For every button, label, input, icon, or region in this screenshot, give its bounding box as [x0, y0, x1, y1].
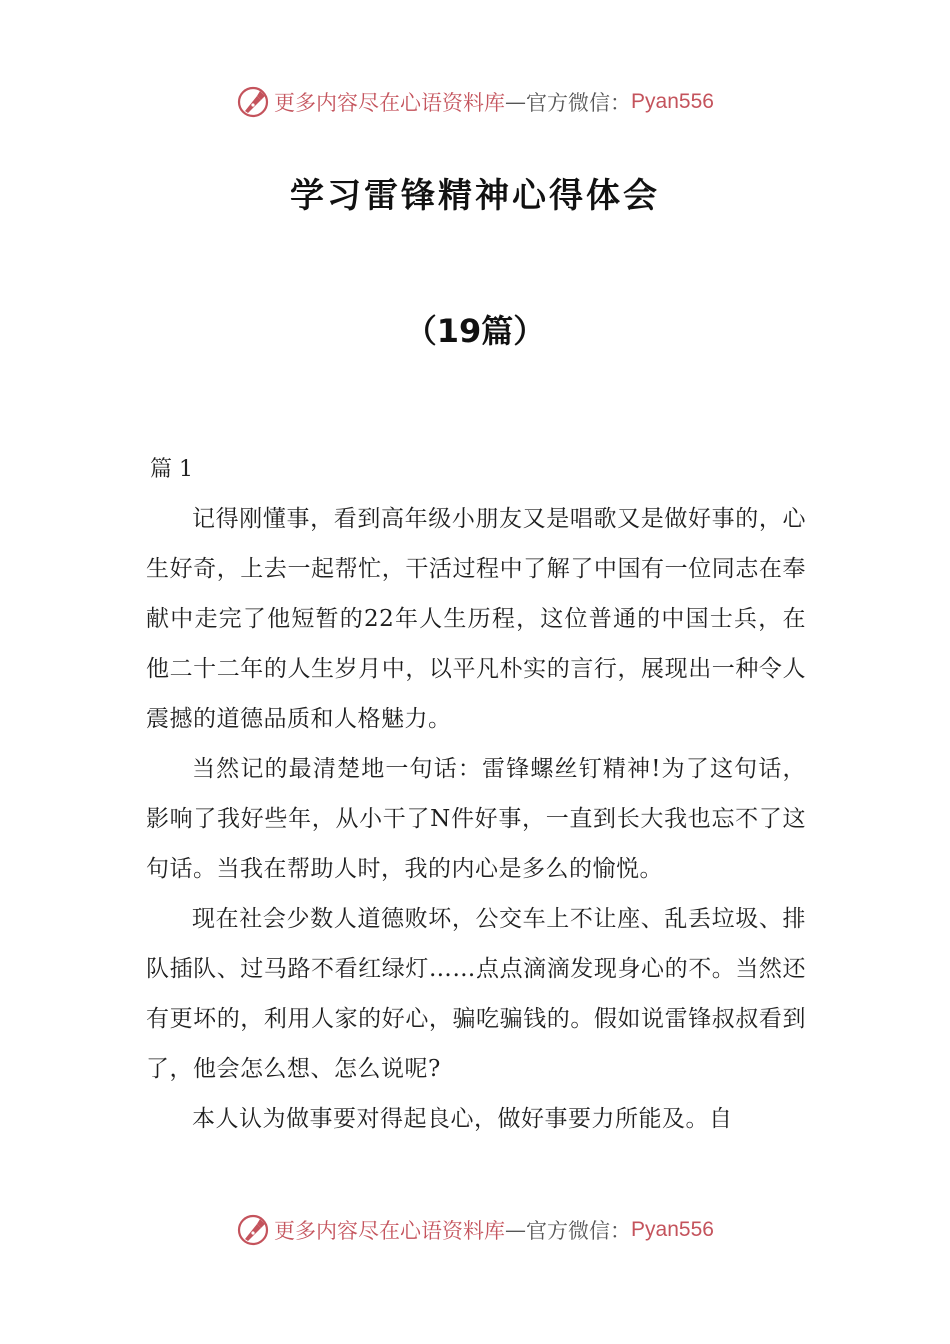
paragraph-1: 记得刚懂事，看到高年级小朋友又是唱歌又是做好事的，心生好奇，上去一起帮忙，干活过程中了解了中国有一位同志在奉献中走完了他短暂的22年人生历程，这位普通的中国士兵，在他二十二年的人生岁月中，以平凡朴实的言行，展现出一种令人震撼的道德品质和人格魅力。	[146, 506, 806, 732]
paragraph-2: 当然记的最清楚地一句话：雷锋螺丝钉精神!为了这句话，影响了我好些年，从小干了N件好事，一直到长大我也忘不了这句话。当我在帮助人时，我的内心是多么的愉悦。	[146, 756, 806, 882]
watermark-brand: 更多内容尽在心语资料库	[274, 1219, 506, 1243]
section-label: 篇 1	[150, 457, 193, 482]
watermark-brand: 更多内容尽在心语资料库	[274, 91, 506, 115]
body-text	[146, 494, 806, 1144]
watermark-dash: —	[505, 90, 527, 114]
document-title: 学习雷锋精神心得体会	[290, 176, 660, 216]
header-watermark	[0, 82, 950, 122]
watermark-official-label: 官方微信：	[526, 1219, 632, 1243]
pen-nib-logo-icon	[236, 1213, 270, 1247]
paragraph-4: 本人认为做事要对得起良心，做好事要力所能及。自	[192, 1106, 733, 1132]
footer-watermark	[0, 1210, 950, 1250]
pen-nib-logo-icon	[236, 85, 270, 119]
watermark-dash: —	[505, 1218, 527, 1242]
document-subtitle: （19篇）	[404, 312, 546, 350]
watermark-wechat-id: Pyan556	[631, 90, 714, 113]
watermark-wechat-id: Pyan556	[631, 1218, 714, 1241]
watermark-official-label: 官方微信：	[526, 91, 632, 115]
paragraph-3: 现在社会少数人道德败坏，公交车上不让座、乱丢垃圾、排队插队、过马路不看红绿灯……点点滴滴发现身心的不。当然还有更坏的，利用人家的好心，骗吃骗钱的。假如说雷锋叔叔看到了，他会怎么想、怎么说呢?	[146, 906, 806, 1082]
